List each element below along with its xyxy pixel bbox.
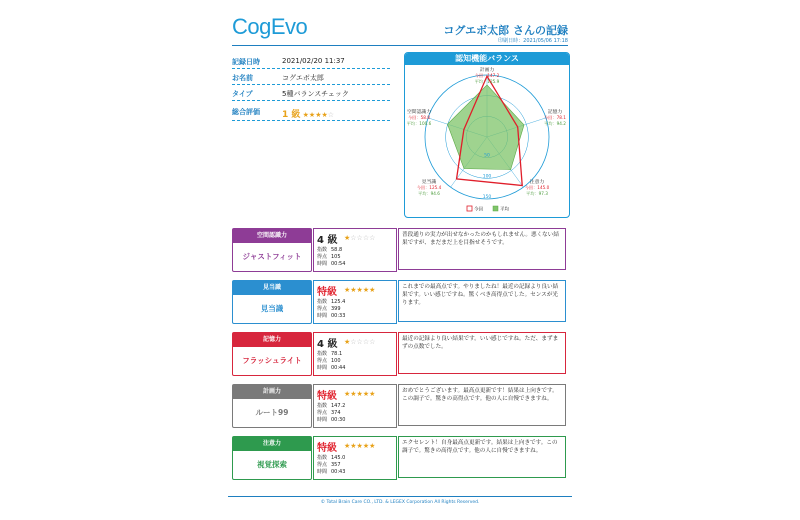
- card-index: 指数 58.8: [317, 247, 343, 253]
- info-record-date: 記録日時 2021/02/20 11:37: [232, 56, 390, 69]
- radar-axis-now: 今回：78.1: [544, 115, 566, 120]
- radar-axis-now: 今回：125.4: [416, 185, 442, 190]
- card-grade: 4 級: [317, 235, 338, 246]
- cogevo-logo: CogEvo: [232, 14, 308, 39]
- card-stars: ★★★★★: [344, 442, 376, 450]
- card-points: 得点 374: [317, 410, 341, 416]
- card-category: 見当識: [233, 281, 311, 295]
- score-card: [232, 332, 568, 376]
- card-stars: ★☆☆☆☆: [344, 338, 376, 346]
- card-comment: エクセレント！自身最高点更新です。結果は上向きです。この調子で。驚きの高得点です。他の人に自慢できますね。: [398, 436, 566, 478]
- card-points: 得点 357: [317, 462, 341, 468]
- radar-axis-now: 今回：145.0: [524, 185, 550, 190]
- overall-grade: 1 級: [282, 110, 301, 120]
- radar-axis-label: 注意力: [529, 180, 545, 185]
- legend-avg-label: 平均: [500, 207, 509, 213]
- radar-axis-now: 今回：147.2: [474, 73, 500, 78]
- radar-axis-label: 見当識: [421, 180, 437, 185]
- radar-axis-label: 空間認識力: [407, 110, 431, 115]
- legend-avg-swatch: [493, 206, 498, 211]
- card-category: 記憶力: [233, 333, 311, 347]
- score-card: [232, 228, 568, 272]
- card-game-name: ルート99: [255, 408, 289, 417]
- card-points: 得点 105: [317, 254, 341, 260]
- card-category: 空間認識力: [233, 229, 311, 243]
- radar-axis-label: 記憶力: [547, 110, 563, 115]
- card-comment: 普段通りの実力が出せなかったのかもしれません。悪くない結果ですが、まだまだ上を目指せそうです。: [398, 228, 566, 270]
- card-score-box: [313, 228, 397, 272]
- card-grade: 4 級: [317, 339, 338, 350]
- card-time: 時間 00:33: [317, 313, 346, 319]
- info-type: タイプ 5種バランスチェック: [232, 88, 390, 101]
- card-label-box: [232, 384, 312, 428]
- card-comment: おめでとうございます。最高点更新です！結果は上向きです。この調子で。驚きの高得点です。他の人に自慢できますね。: [398, 384, 566, 426]
- card-score-box: [313, 384, 397, 428]
- card-stars: ★★★★★: [344, 286, 376, 294]
- printed-date: 印刷日時：2021/05/06 17:18: [498, 38, 568, 44]
- card-index: 指数 78.1: [317, 351, 343, 357]
- legend-now-label: 今回: [474, 207, 483, 213]
- card-category: 注意力: [233, 437, 311, 451]
- radar-tick-label: 150: [482, 195, 492, 200]
- info-name: お名前 コグエボ太郎: [232, 72, 390, 85]
- card-time: 時間 00:30: [317, 417, 346, 423]
- card-label-box: [232, 228, 312, 272]
- record-sheet: [228, 10, 572, 510]
- info-overall: 総合評価 1 級 ★★★★☆: [232, 106, 390, 121]
- card-game-name: 見当識: [260, 304, 284, 313]
- radar-axis-avg: 平均：100.6: [406, 121, 432, 126]
- card-score-box: [313, 332, 397, 376]
- radar-axis-label: 計画力: [479, 68, 495, 73]
- radar-title: 認知機能バランス: [405, 53, 569, 65]
- card-stars: ★☆☆☆☆: [344, 234, 376, 242]
- card-game-name: 視覚探索: [257, 460, 287, 469]
- radar-axis-avg: 平均：125.9: [474, 79, 500, 84]
- card-index: 指数 145.0: [317, 455, 346, 461]
- card-points: 得点 100: [317, 358, 341, 364]
- card-grade: 特級: [317, 391, 337, 402]
- card-label-box: [232, 280, 312, 324]
- radar-panel: [404, 52, 570, 218]
- card-points: 得点 399: [317, 306, 341, 312]
- card-grade: 特級: [317, 443, 337, 454]
- card-game-name: ジャストフィット: [242, 252, 302, 261]
- radar-axis-avg: 平均：97.3: [526, 191, 548, 196]
- radar-axis-avg: 平均：94.2: [544, 121, 566, 126]
- card-label-box: [232, 332, 312, 376]
- header-divider: [232, 45, 568, 46]
- card-time: 時間 00:43: [317, 469, 346, 475]
- radar-tick-label: 50: [484, 153, 490, 159]
- overall-stars: ★★★★☆: [302, 111, 335, 119]
- card-time: 時間 00:54: [317, 261, 346, 267]
- card-index: 指数 147.2: [317, 403, 346, 409]
- copyright-footer: © Total Brain Care CO., LTD. & LEGEX Corporation All Rights Reserved.: [228, 496, 572, 505]
- card-index: 指数 125.4: [317, 299, 346, 305]
- score-card: [232, 436, 568, 480]
- card-game-name: フラッシュライト: [242, 356, 302, 365]
- score-card: [232, 280, 568, 324]
- radar-axis-avg: 平均：94.6: [418, 191, 440, 196]
- legend-now-swatch: [467, 206, 472, 211]
- radar-axis-now: 今回：58.8: [408, 115, 430, 120]
- card-stars: ★★★★★: [344, 390, 376, 398]
- radar-chart: [405, 65, 569, 215]
- score-card: [232, 384, 568, 428]
- card-score-box: [313, 280, 397, 324]
- card-comment: 最近の記録より良い結果です。いい感じですね。ただ、まずまずの点数でした。: [398, 332, 566, 374]
- card-score-box: [313, 436, 397, 480]
- page-title: コグエボ太郎 さんの記録: [443, 24, 568, 37]
- card-grade: 特級: [317, 287, 337, 298]
- card-comment: これまでの最高点です。やりましたね！最近の記録より良い結果です。いい感じですね。驚くべき高得点でした。センスが光ります。: [398, 280, 566, 322]
- card-category: 計画力: [233, 385, 311, 399]
- card-label-box: [232, 436, 312, 480]
- card-time: 時間 00:44: [317, 365, 346, 371]
- radar-tick-label: 100: [482, 174, 492, 180]
